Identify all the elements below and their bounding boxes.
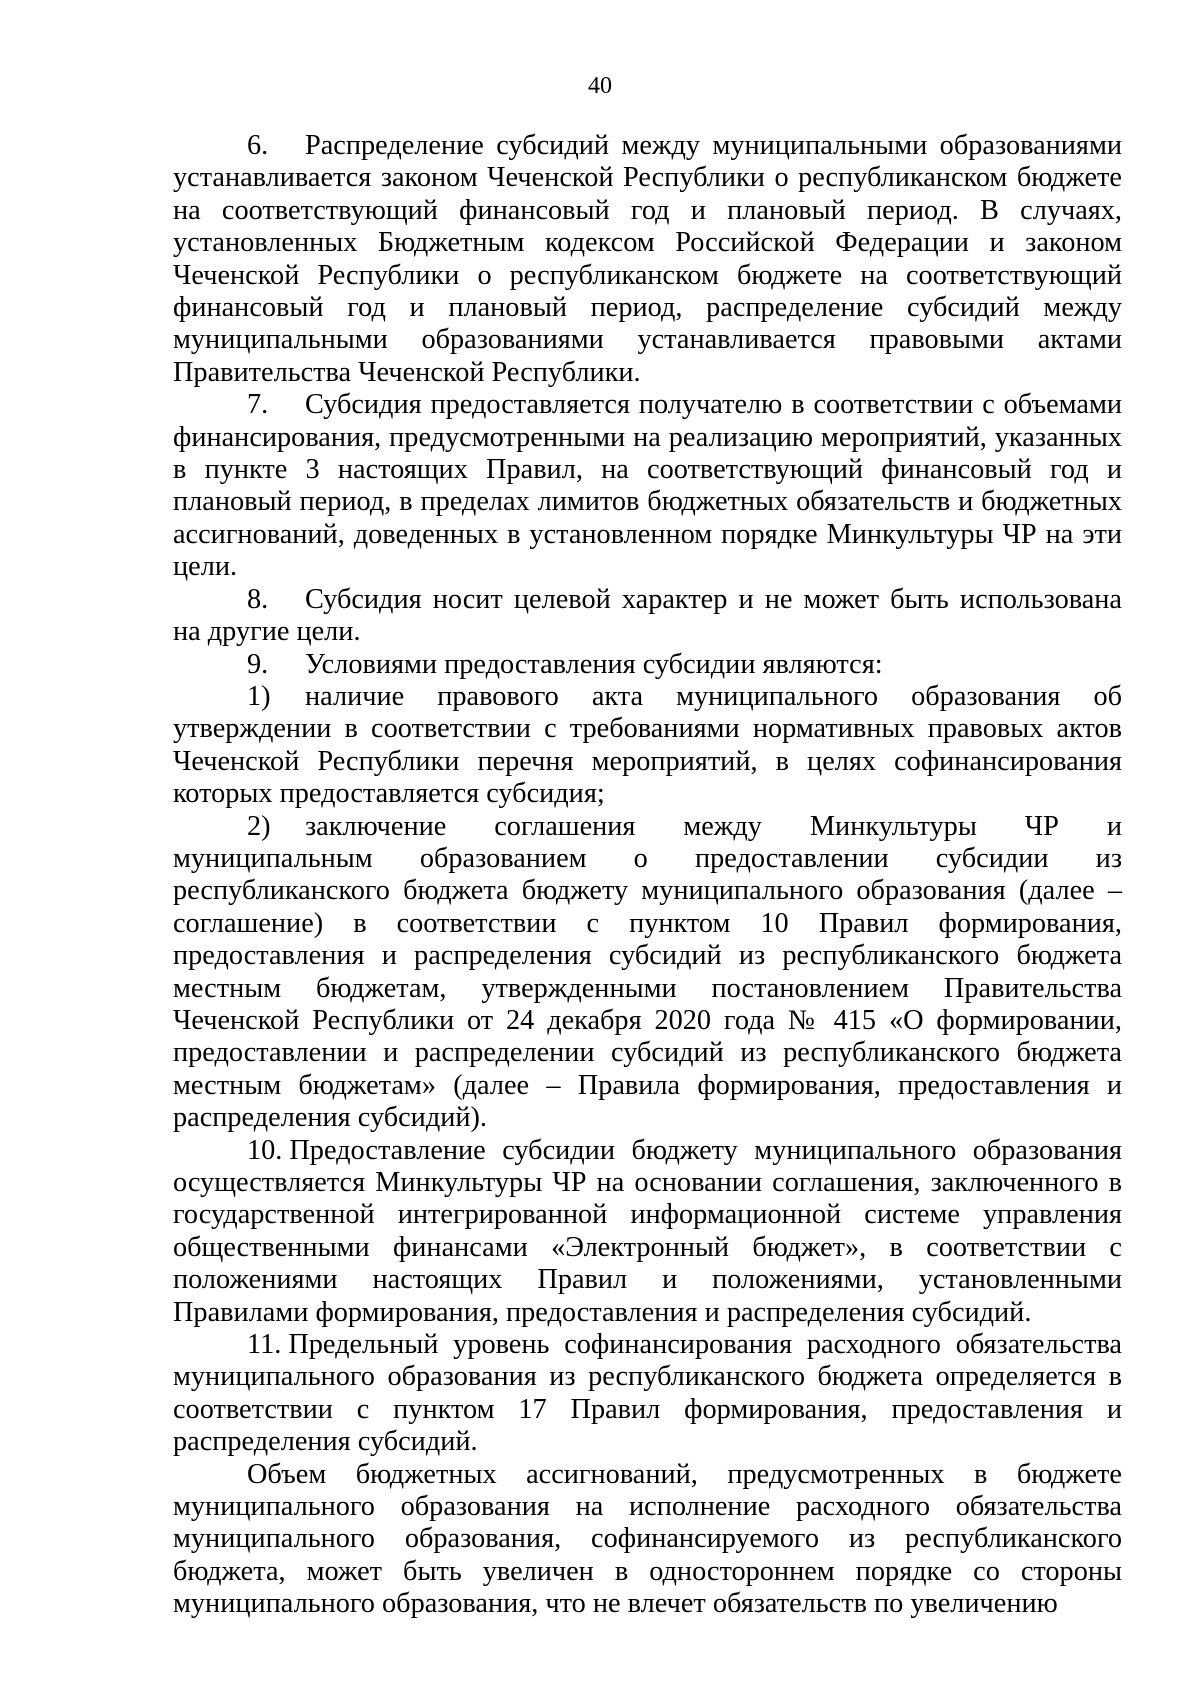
subitem-text: заключение соглашения между Минкультуры ЧР и муниципальным образованием о предоставлении субсидии из республиканского бюджета бюджету муниципального образования (далее – соглашение) в соответствии с пунктом 10 Правил формирования, предоставления и распределения субсидий из республиканского бюджета местным бюджетам, утвержденными постановлением Правительства Чеченской Республики от 24 декабря 2020 года № 415 «О формировании, предоставлении и распределении субсидий из республиканского бюджета местным бюджетам» (далее – Правила формирования, предоставления и распределения субсидий).	[173, 810, 1122, 1134]
page-number: 40	[588, 73, 612, 99]
paragraph-text: Субсидия предоставляется получателю в соответствии с объемами финансирования, предусмотренными на реализацию мероприятий, указанных в пункте 3 настоящих Правил, на соответствующий финансовый год и плановый период, в пределах лимитов бюджетных обязательств и бюджетных ассигнований, доведенных в установленном порядке Минкультуры ЧР на эти цели.	[173, 389, 1122, 583]
paragraph-7	[173, 389, 1122, 583]
paragraph-text: Условиями предоставления субсидии являются:	[305, 648, 883, 680]
paragraph-10	[173, 1135, 1122, 1329]
paragraph-number: 8.	[247, 583, 269, 615]
paragraph-text: Распределение субсидий между муниципальными образованиями устанавливается законом Чеченской Республики о республиканском бюджете на соответствующий финансовый год и плановый период. В случаях, установленных Бюджетным кодексом Российской Федерации и законом Чеченской Республики о республиканском бюджете на соответствующий финансовый год и плановый период, распределение субсидий между муниципальными образованиями устанавливается правовыми актами Правительства Чеченской Республики.	[173, 130, 1122, 388]
paragraph-number: 6.	[247, 130, 269, 161]
paragraph-8	[173, 584, 1122, 649]
document-body	[173, 130, 1122, 1621]
subitem-number: 1)	[247, 680, 271, 712]
subitem-text: наличие правового акта муниципального образования об утверждении в соответствии с требованиями нормативных правовых актов Чеченской Республики перечня мероприятий, в целях софинансирования которых предоставляется субсидия;	[173, 680, 1122, 810]
paragraph-number: 7.	[247, 389, 269, 421]
paragraph-9	[173, 649, 1122, 681]
subitem-1	[173, 681, 1122, 811]
paragraph-volume	[173, 1459, 1122, 1621]
subitem-2	[173, 811, 1122, 1135]
paragraph-6	[173, 130, 1122, 389]
paragraph-text: Предоставление субсидии бюджету муниципального образования осуществляется Минкультуры ЧР на основании соглашения, заключенного в государственной интегрированной информационной системе управления общественными финансами «Электронный бюджет», в соответствии с положениями настоящих Правил и положениями, установленными Правилами формирования, предоставления и распределения субсидий.	[173, 1134, 1122, 1328]
paragraph-number: 11.	[247, 1329, 282, 1361]
paragraph-text: Субсидия носит целевой характер и не может быть использована на другие цели.	[173, 583, 1122, 648]
paragraph-11	[173, 1329, 1122, 1459]
paragraph-number: 9.	[247, 648, 269, 680]
subitem-number: 2)	[247, 810, 271, 842]
paragraph-number: 10.	[247, 1134, 283, 1166]
paragraph-text: Объем бюджетных ассигнований, предусмотренных в бюджете муниципального образования на исполнение расходного обязательства муниципального образования, софинансируемого из республиканского бюджета, может быть увеличен в одностороннем порядке со стороны муниципального образования, что не влечет обязательств по увеличению	[173, 1458, 1122, 1620]
paragraph-text: Предельный уровень софинансирования расходного обязательства муниципального образования из республиканского бюджета определяется в соответствии с пунктом 17 Правил формирования, предоставления и распределения субсидий.	[173, 1329, 1122, 1458]
